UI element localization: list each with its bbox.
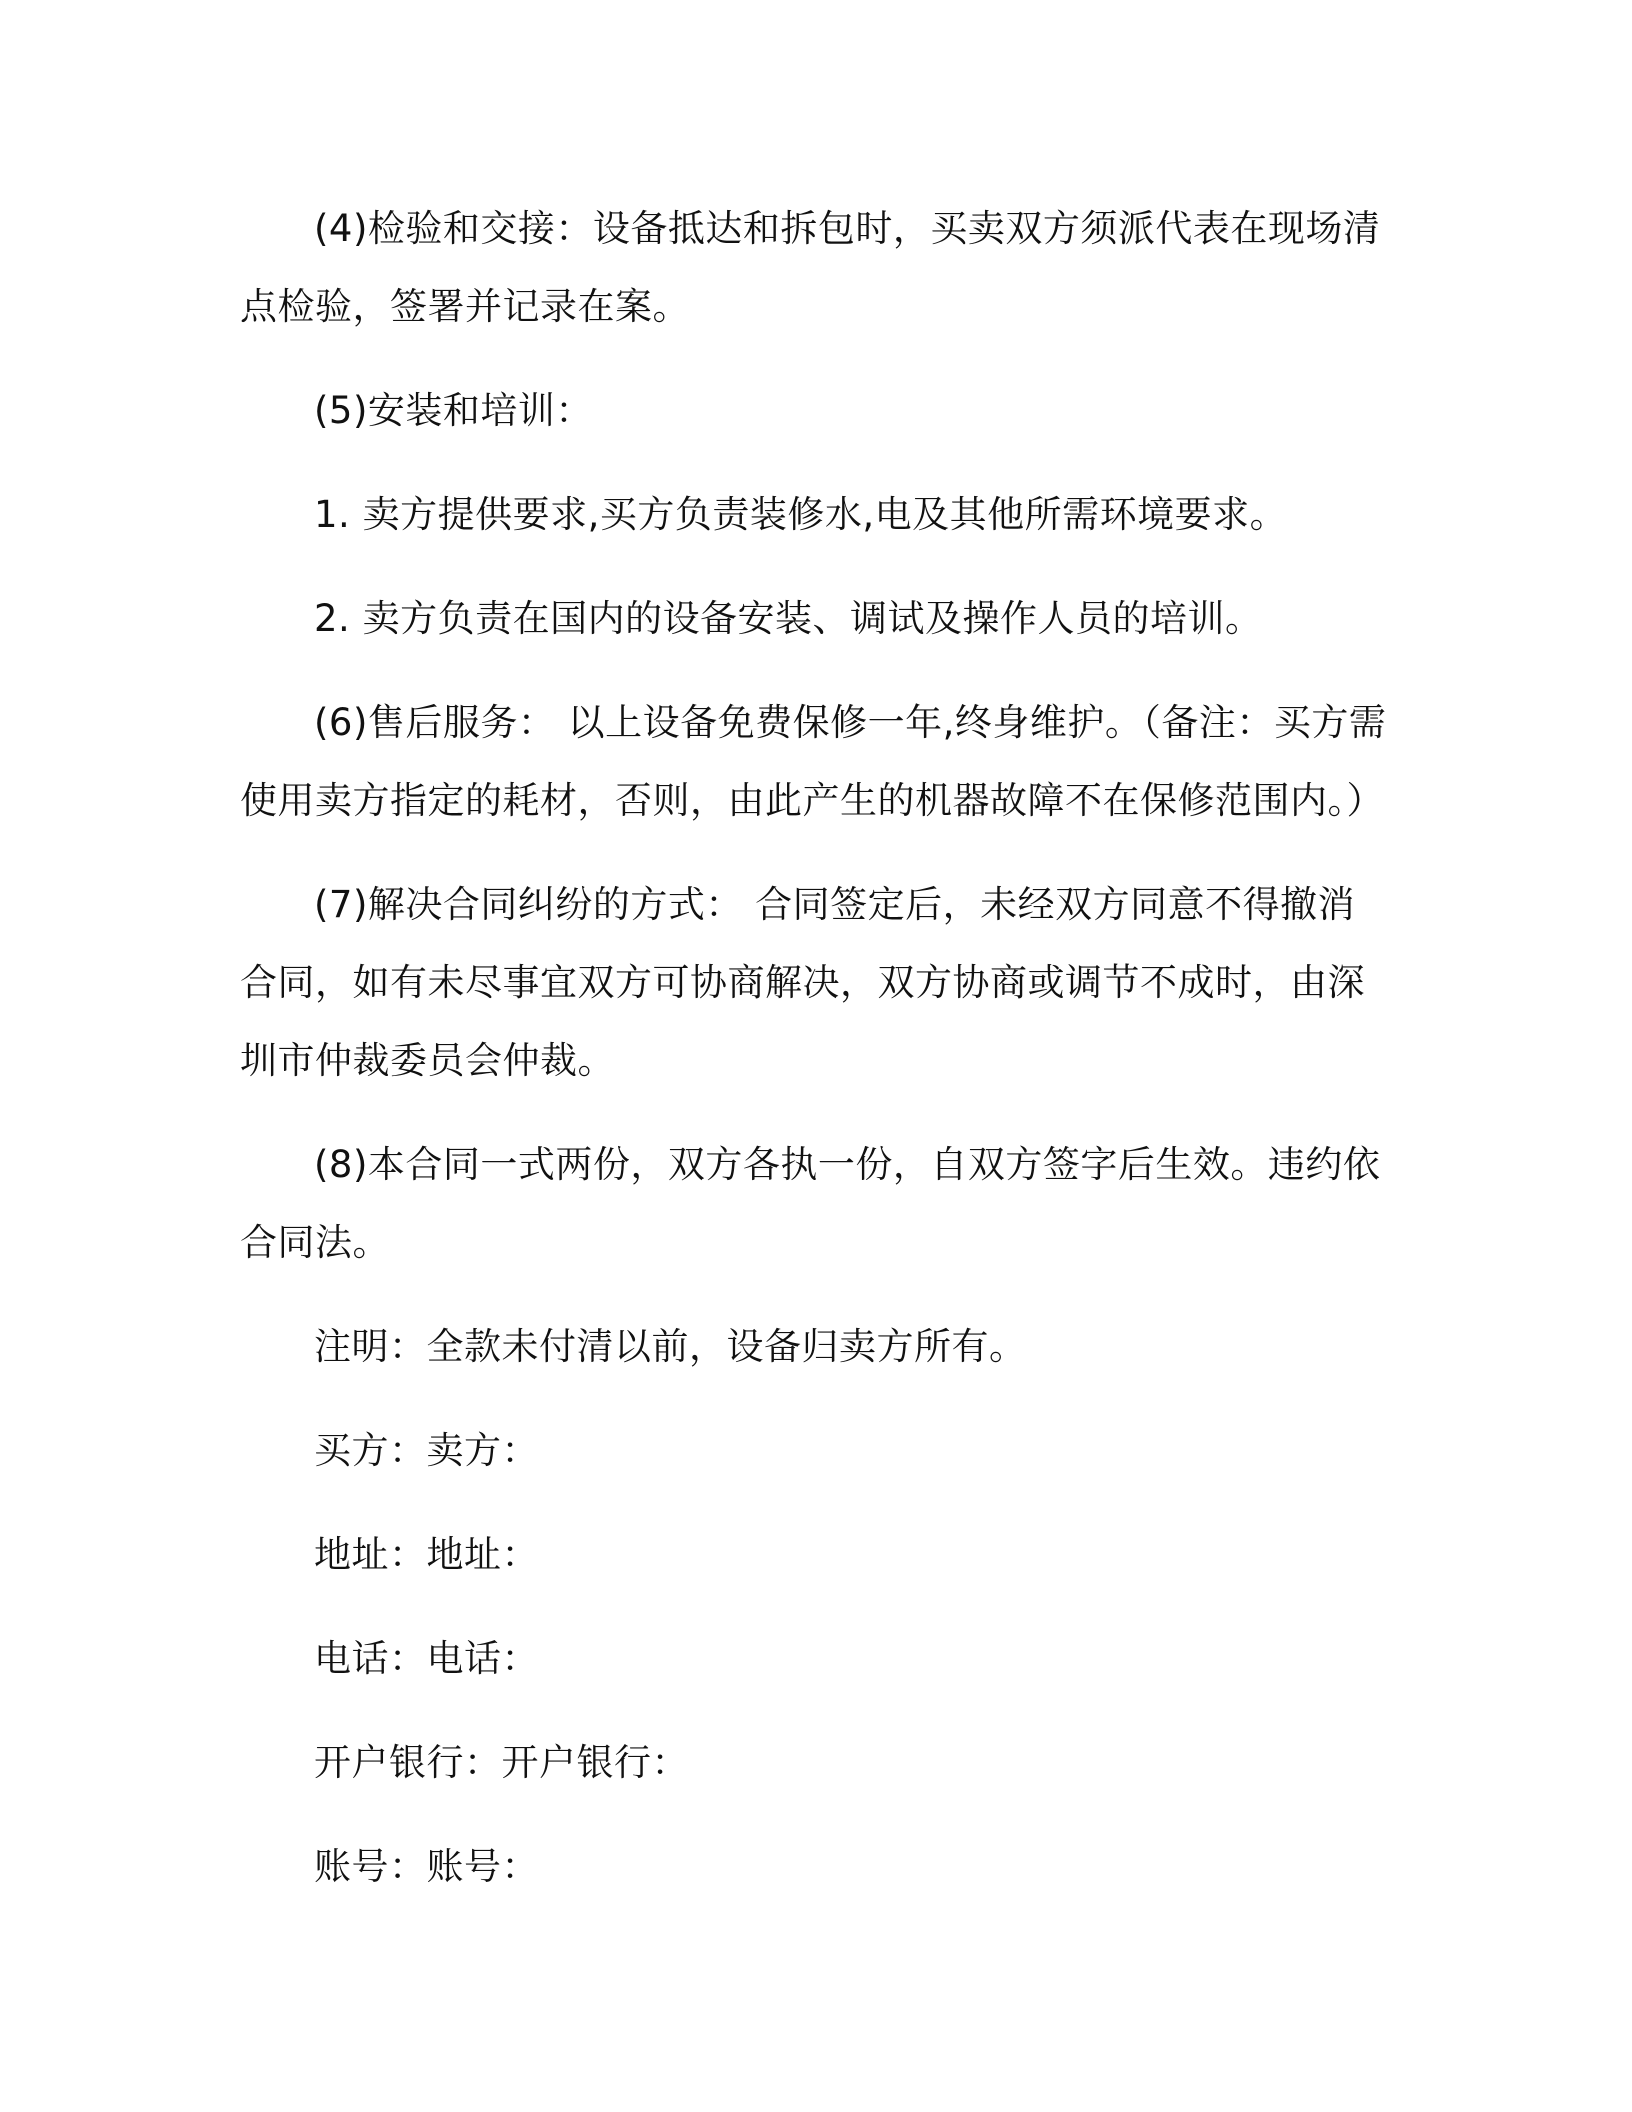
clause-inspection: (4)检验和交接：设备抵达和拆包时，买卖双方须派代表在现场清点检验，签署并记录在案。 (240, 207, 1381, 328)
field-buyer-seller: 买方：卖方： (314, 1429, 539, 1472)
clause-installation-heading: (5)安装和培训： (314, 389, 593, 432)
field-phone: 电话：电话： (314, 1637, 539, 1680)
field-address: 地址：地址： (314, 1533, 539, 1576)
clause-installation-item-1: 1. 卖方提供要求,买方负责装修水,电及其他所需环境要求。 (314, 493, 1288, 536)
clause-dispute-resolution: (7)解决合同纠纷的方式： 合同签定后，未经双方同意不得撤消合同，如有未尽事宜双方可协商解决，双方协商或调节不成时，由深圳市仲裁委员会仲裁。 (240, 883, 1365, 1082)
field-account: 账号：账号： (314, 1845, 539, 1888)
document-body (240, 190, 1390, 1932)
clause-copies: (8)本合同一式两份，双方各执一份，自双方签字后生效。违约依合同法。 (240, 1143, 1381, 1264)
note-ownership: 注明：全款未付清以前，设备归卖方所有。 (314, 1325, 1027, 1368)
clause-installation-item-2: 2. 卖方负责在国内的设备安装、调试及操作人员的培训。 (314, 597, 1263, 640)
clause-after-sales: (6)售后服务： 以上设备免费保修一年,终身维护。（备注：买方需使用卖方指定的耗材，否则，由此产生的机器故障不在保修范围内。） (240, 701, 1387, 822)
field-bank: 开户银行：开户银行： (314, 1741, 689, 1784)
